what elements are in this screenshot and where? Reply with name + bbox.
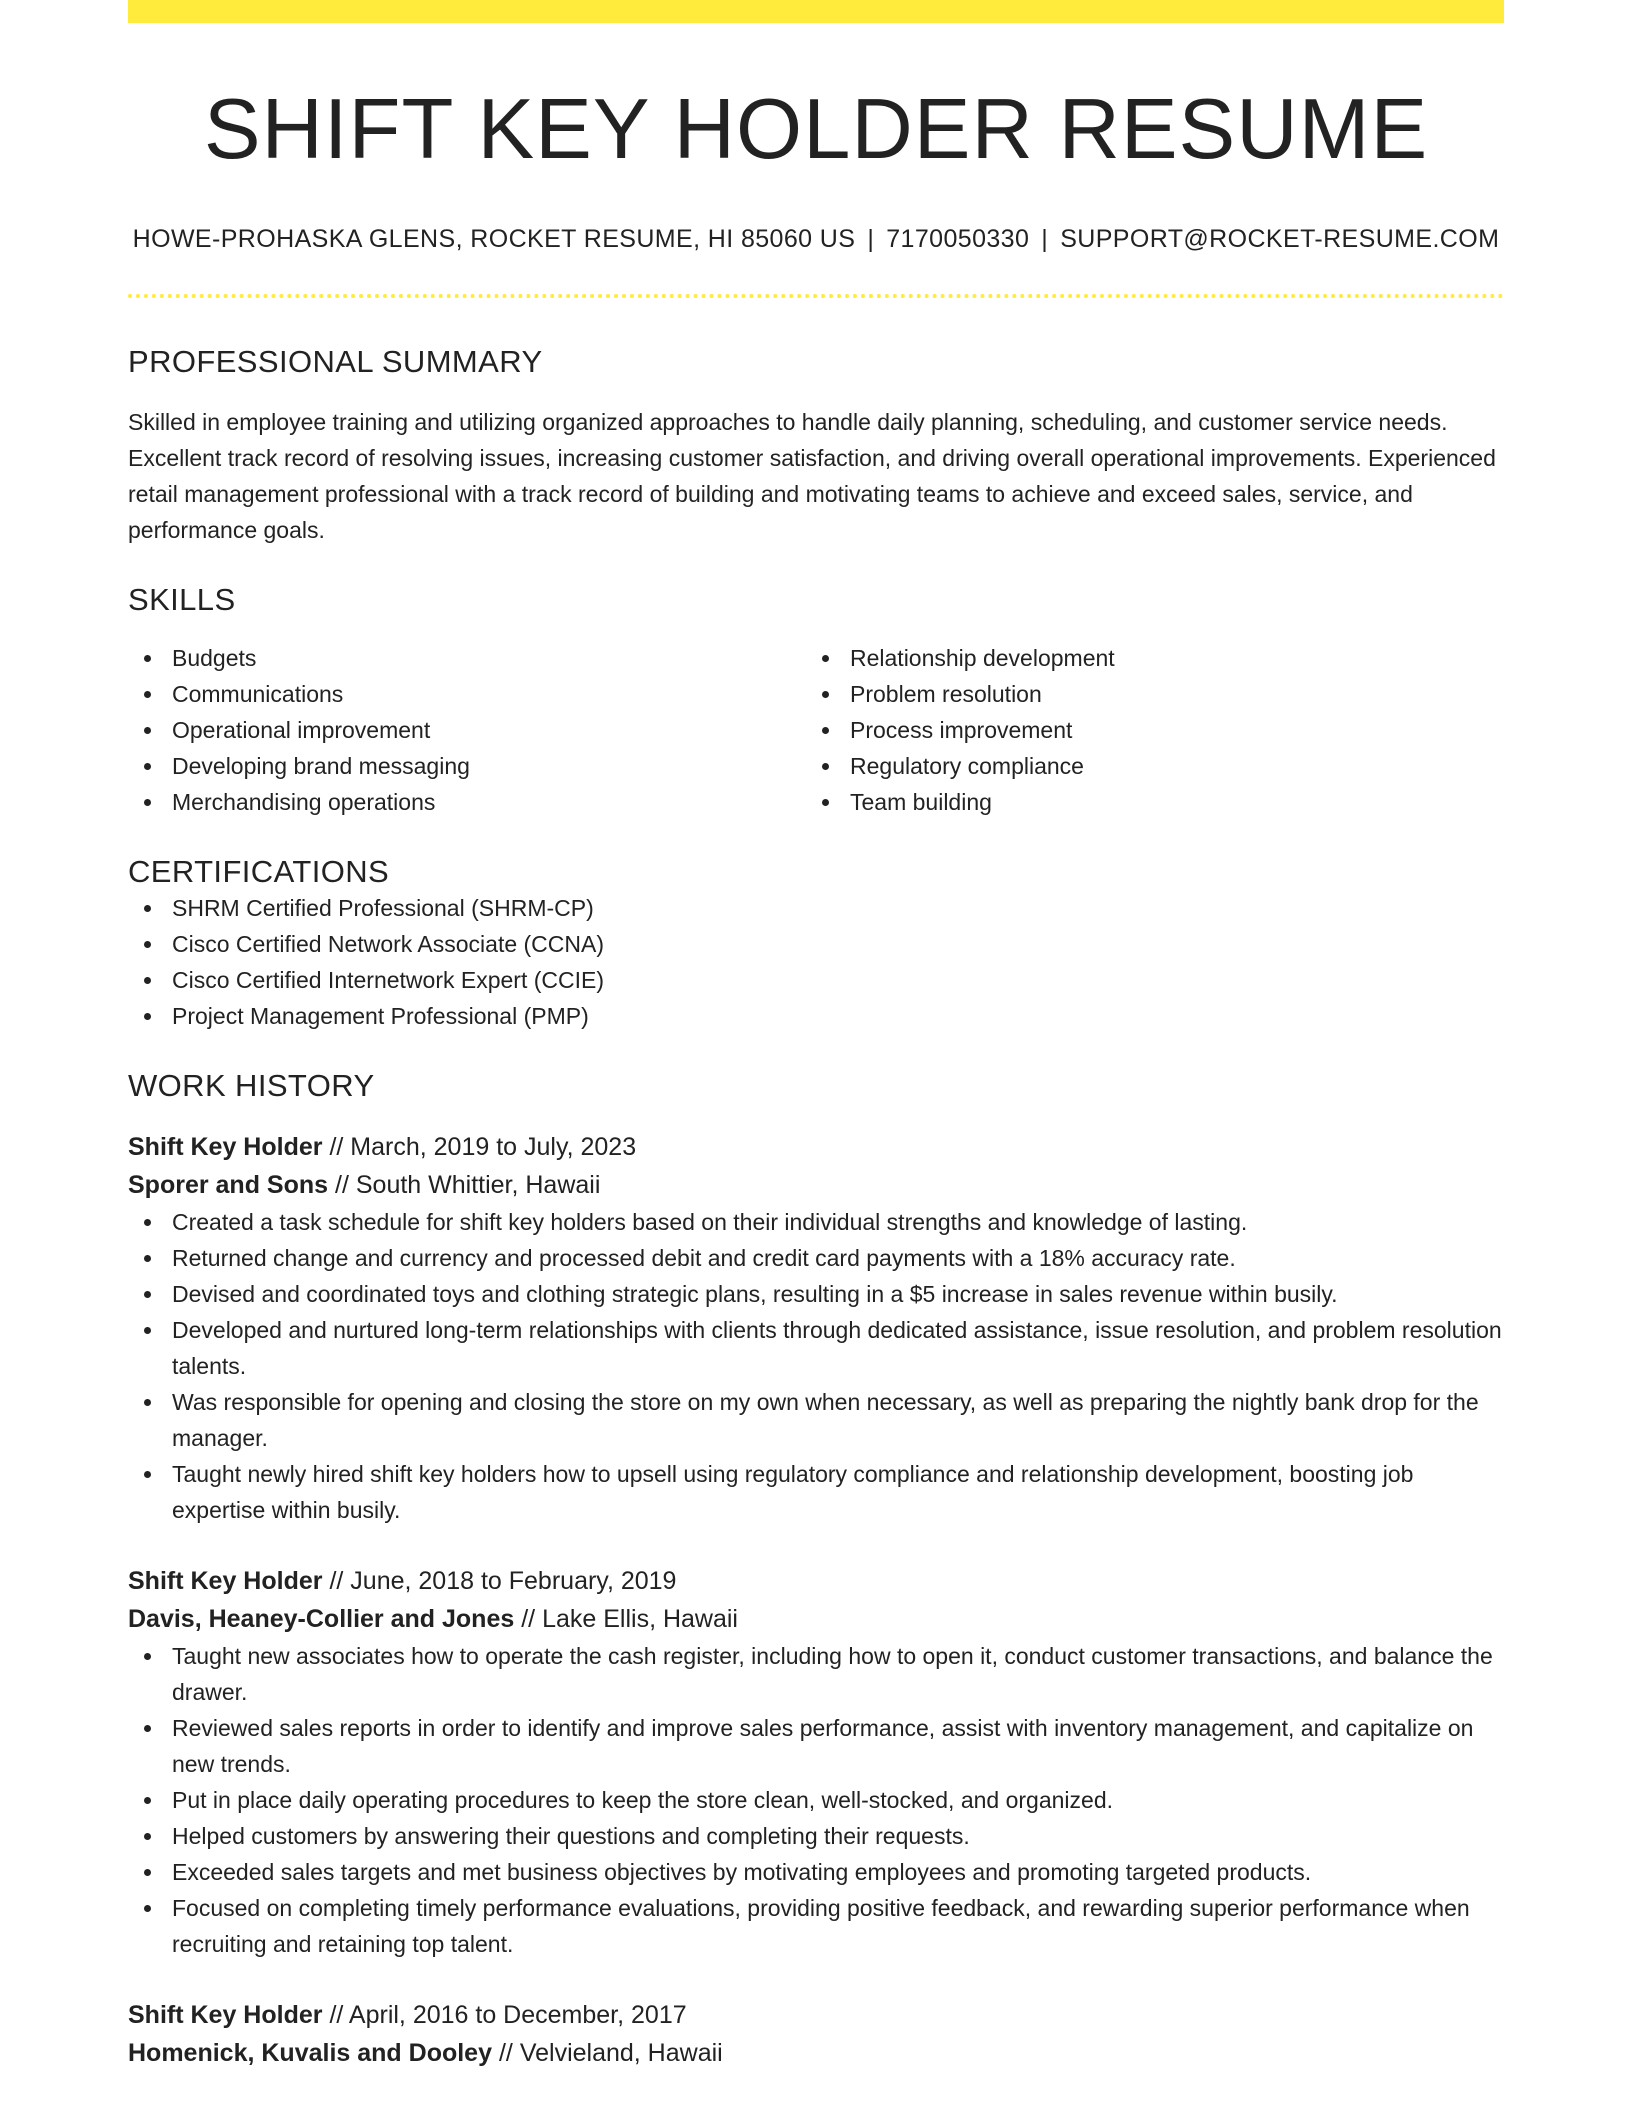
skills-heading: SKILLS [128,581,236,617]
skill-item: Relationship development [806,640,1484,676]
job-company: Davis, Heaney-Collier and Jones [128,1604,515,1633]
contact-line [128,225,1504,254]
job-dates: March, 2019 to July, 2023 [350,1132,637,1161]
certification-item: SHRM Certified Professional (SHRM-CP) [128,890,1504,926]
skill-item: Communications [128,676,806,712]
job-bullet: Taught new associates how to operate the cash register, including how to open it, conduct customer transactions, and balance the drawer. [128,1638,1504,1710]
job-bullet-list [128,1638,1504,1962]
summary-text: Skilled in employee training and utilizing organized approaches to handle daily planning, scheduling, and customer service needs. Excellent track record of resolving issues, increasing customer satisfaction, and driving overall operational improvements. Experienced retail management professional with a track record of building and motivating teams to achieve and exceed sales, service, and performance goals. [128,408,1496,543]
skill-item: Process improvement [806,712,1484,748]
job-title: Shift Key Holder [128,1132,323,1161]
job-bullet: Taught newly hired shift key holders how to upsell using regulatory compliance and relationship development, boosting job expertise within busily. [128,1456,1504,1528]
skill-item: Operational improvement [128,712,806,748]
certification-item: Project Management Professional (PMP) [128,998,1504,1034]
job-bullet: Created a task schedule for shift key holders based on their individual strengths and knowledge of lasting. [128,1204,1504,1240]
contact-email[interactable]: SUPPORT@ROCKET-RESUME.COM [1060,224,1500,253]
job-divider: // [521,1604,536,1633]
job-divider: // [329,2000,344,2029]
skills-column-left [128,640,806,820]
job-title-line [128,1996,1504,2034]
job-location: Lake Ellis, Hawaii [542,1604,738,1633]
work-history-heading: WORK HISTORY [128,1067,375,1103]
job-divider: // [329,1132,344,1161]
job-bullet: Devised and coordinated toys and clothing strategic plans, resulting in a $5 increase in sales revenue within busily. [128,1276,1504,1312]
job-dates: April, 2016 to December, 2017 [348,2000,687,2029]
skill-item: Problem resolution [806,676,1484,712]
skill-item: Budgets [128,640,806,676]
job-company-line [128,2034,1504,2072]
accent-top-bar [128,0,1504,23]
job-dates: June, 2018 to February, 2019 [350,1566,677,1595]
job-bullet-list [128,1204,1504,1528]
skill-item: Regulatory compliance [806,748,1484,784]
job-company: Homenick, Kuvalis and Dooley [128,2038,492,2067]
contact-phone[interactable]: 7170050330 [886,224,1030,253]
job-entry [128,1996,1504,2072]
job-title-line [128,1128,1504,1166]
job-divider: // [335,1170,349,1199]
job-location: South Whittier, Hawaii [355,1170,601,1199]
certifications-heading: CERTIFICATIONS [128,853,390,889]
skill-item: Developing brand messaging [128,748,806,784]
job-bullet: Exceeded sales targets and met business objectives by motivating employees and promoting targeted products. [128,1854,1504,1890]
contact-separator: | [1041,224,1049,253]
job-bullet: Returned change and currency and processed debit and credit card payments with a 18% accuracy rate. [128,1240,1504,1276]
certifications-list [128,890,1504,1034]
job-title-line [128,1562,1504,1600]
job-location: Velvieland, Hawaii [519,2038,723,2067]
job-company: Sporer and Sons [128,1170,329,1199]
job-bullet: Developed and nurtured long-term relationships with clients through dedicated assistance, issue resolution, and problem resolution talents. [128,1312,1504,1384]
job-bullet: Put in place daily operating procedures to keep the store clean, well-stocked, and organized. [128,1782,1504,1818]
job-bullet: Reviewed sales reports in order to identify and improve sales performance, assist with inventory management, and capitalize on new trends. [128,1710,1504,1782]
resume-title: SHIFT KEY HOLDER RESUME [203,82,1429,177]
job-divider: // [329,1566,344,1595]
skill-item: Merchandising operations [128,784,806,820]
job-title: Shift Key Holder [128,1566,323,1595]
certification-item: Cisco Certified Network Associate (CCNA) [128,926,1504,962]
job-company-line [128,1166,1504,1204]
job-title: Shift Key Holder [128,2000,323,2029]
skill-item: Team building [806,784,1484,820]
resume-page [128,0,1504,2072]
summary-heading: PROFESSIONAL SUMMARY [128,343,543,379]
job-company-line [128,1600,1504,1638]
contact-separator: | [867,224,875,253]
contact-address: HOWE-PROHASKA GLENS, ROCKET RESUME, HI 85060 US [132,224,856,253]
skills-column-right [806,640,1484,820]
certification-item: Cisco Certified Internetwork Expert (CCIE) [128,962,1504,998]
job-bullet: Helped customers by answering their questions and completing their requests. [128,1818,1504,1854]
job-divider: // [498,2038,513,2067]
job-bullet: Was responsible for opening and closing the store on my own when necessary, as well as preparing the nightly bank drop for the manager. [128,1384,1504,1456]
skills-grid [128,640,1504,820]
dotted-divider [128,294,1504,298]
job-bullet: Focused on completing timely performance evaluations, providing positive feedback, and rewarding superior performance when recruiting and retaining top talent. [128,1890,1504,1962]
job-entry [128,1128,1504,1528]
job-entry [128,1562,1504,1962]
